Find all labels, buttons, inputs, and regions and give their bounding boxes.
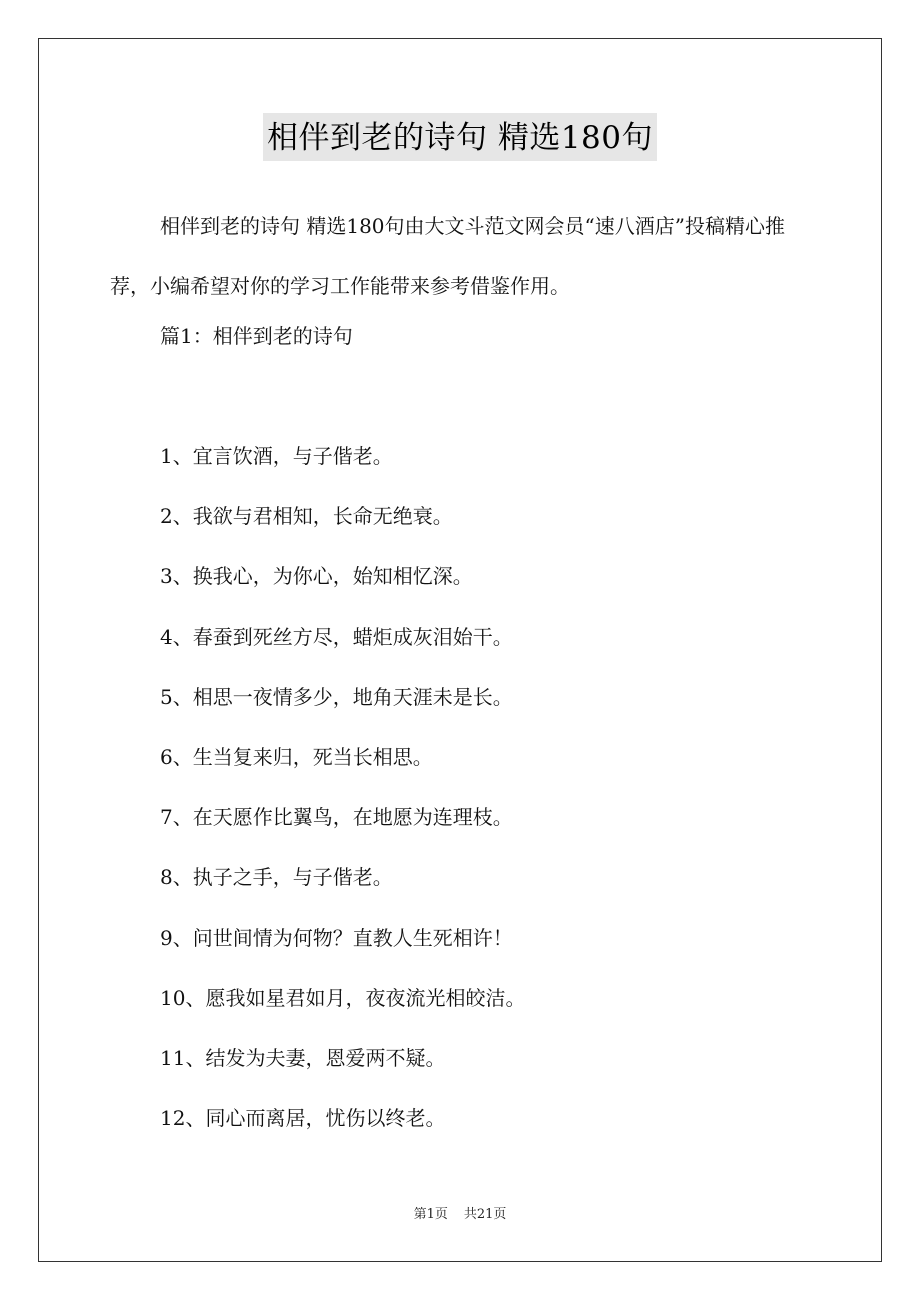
page-total: 共21页 bbox=[463, 1207, 507, 1222]
verse-item: 11、结发为夫妻，恩爱两不疑。 bbox=[160, 1045, 446, 1070]
verse-list bbox=[160, 436, 525, 1158]
verse-item: 1、宜言饮酒，与子偕老。 bbox=[160, 444, 393, 468]
verse-item: 6、生当复来归，死当长相思。 bbox=[160, 744, 433, 769]
verse-item: 2、我欲与君相知，长命无绝衰。 bbox=[160, 504, 453, 529]
intro-paragraph: 相伴到老的诗句 精选180句由大文斗范文网会员“速八酒店”投稿精心推荐，小编希望对你的学习工作能带来参考借鉴作用。 bbox=[110, 214, 785, 298]
verse-item: 5、相思一夜情多少，地角天涯未是长。 bbox=[160, 684, 513, 709]
verse-item: 4、春蚕到死丝方尽，蜡炬成灰泪始干。 bbox=[160, 624, 513, 649]
section-heading: 篇1：相伴到老的诗句 bbox=[160, 324, 353, 348]
verse-item: 12、同心而离居，忧伤以终老。 bbox=[160, 1106, 446, 1131]
title-container bbox=[0, 113, 920, 161]
verse-item: 3、换我心，为你心，始知相忆深。 bbox=[160, 564, 473, 589]
verse-item: 9、问世间情为何物？直教人生死相许！ bbox=[160, 925, 513, 950]
document-title: 相伴到老的诗句 精选180句 bbox=[263, 113, 657, 161]
page-current: 第1页 bbox=[413, 1207, 448, 1222]
verse-item: 10、愿我如星君如月，夜夜流光相皎洁。 bbox=[160, 985, 526, 1010]
verse-item: 7、在天愿作比翼鸟，在地愿为连理枝。 bbox=[160, 805, 513, 830]
verse-item: 8、执子之手，与子偕老。 bbox=[160, 865, 393, 890]
page-footer bbox=[0, 1203, 920, 1227]
